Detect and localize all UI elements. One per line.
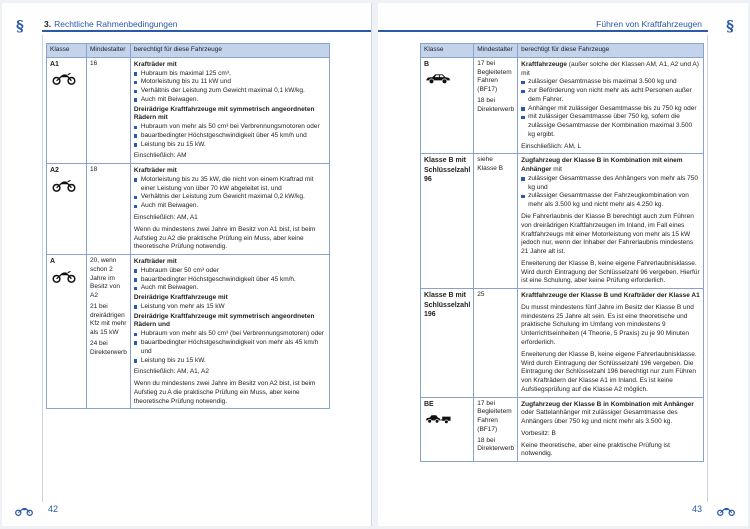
column-header: Mindestalter — [474, 44, 518, 58]
bullet-item: Motorleistung bis zu 11 kW und — [134, 78, 326, 87]
class-label: BE — [424, 400, 434, 408]
vehicles-cell — [518, 289, 704, 397]
vehicle-group-title-text: Kraftfahrzeuge der Klasse B und Krafträder der Klasse A1 — [521, 292, 700, 300]
table-row — [47, 164, 330, 255]
motorcycle-icon — [50, 72, 78, 85]
bullet-item: Auch mit Beiwagen. — [134, 96, 326, 105]
age-cell — [87, 164, 131, 255]
column-header: berechtigt für diese Fahrzeuge — [130, 44, 329, 58]
age-cell — [474, 154, 518, 289]
bullet-item: Leistung von mehr als 15 kW — [134, 303, 326, 312]
vehicle-group-title — [134, 167, 326, 176]
note-text: Keine theoretische, aber eine praktische Prüfung ist notwendig. — [521, 441, 670, 458]
bullet-item: bauartbedingter Höchstgeschwindigkeit über 45 km/h und — [134, 132, 326, 141]
bullet-item: zulässiger Gesamtmasse des Anhängers von mehr als 750 kg und — [521, 175, 700, 193]
age-cell — [474, 289, 518, 397]
column-header: Klasse — [47, 44, 87, 58]
age-text: 21 bei dreirädrigen Kfz mit mehr als 15 kW — [90, 302, 127, 337]
section-mark-icon: § — [16, 17, 24, 35]
class-cell — [421, 154, 474, 289]
vehicles-cell — [130, 164, 329, 255]
header-rule — [378, 30, 708, 32]
note-text: Du musst mindestens fünf Jahre im Besitz der Klasse B und mindestens 25 Jahre alt sein. Es ist eine theoretische und praktische Schulung im Umfang von mindestens 9 Unterrichtseinheiten (4 Theorie, 5 Praxis) zu je 90 Minuten erforderlich. — [521, 303, 694, 346]
vehicle-group-title — [521, 292, 700, 301]
right-page — [378, 3, 748, 526]
vehicle-group-title-rest: (außer solche der Klassen AM, A1, A2 und A) mit — [521, 60, 699, 77]
motorcycle-icon — [50, 179, 78, 192]
age-text: 18 bei Direkterwerb — [477, 436, 515, 453]
bullet-item: zulässiger Gesamtmasse bis maximal 3.500 kg und — [521, 78, 700, 87]
class-cell — [47, 57, 87, 163]
bullet-item: Auch mit Beiwagen. — [134, 202, 326, 211]
bullet-item: Anhänger mit zulässiger Gesamtmasse bis zu 750 kg oder — [521, 105, 700, 114]
table-row — [421, 289, 704, 397]
class-cell — [421, 397, 474, 462]
note-text: Vorbesitz: B — [521, 429, 556, 437]
vehicle-group-title — [134, 106, 326, 124]
class-label: Klasse B mit Schlüsselzahl 96 — [424, 157, 471, 184]
class-label: A1 — [50, 60, 59, 68]
age-cell — [87, 255, 131, 409]
age-text: siehe Klasse B — [477, 156, 503, 173]
vehicle-group-title-text: Zugfahrzeug der Klasse B in Kombination mit einem Anhänger — [521, 157, 683, 174]
vehicle-group-title-rest: mit — [551, 166, 562, 174]
note-text: Einschließlich: AM, A1, A2 — [133, 368, 209, 376]
bullet-item: Leistung bis zu 15 kW. — [134, 141, 326, 150]
column-header: Klasse — [421, 44, 474, 58]
class-cell — [47, 164, 87, 255]
vehicle-group-title-text: Kraftfahrzeuge — [521, 60, 567, 68]
vehicle-group-title — [521, 61, 700, 79]
table-row — [421, 57, 704, 154]
age-text: 18 bei Direkterwerb — [477, 96, 515, 113]
vehicle-group-title-text: Krafträder mit — [133, 167, 177, 175]
age-text: 20, wenn schon 2 Jahre im Besitz von A2 — [90, 257, 120, 300]
bullet-item: Hubraum bis maximal 125 cm³, — [134, 70, 326, 79]
running-title: Führen von Kraftfahrzeugen — [596, 19, 702, 29]
motorcycle-icon — [50, 270, 78, 283]
class-cell — [421, 57, 474, 154]
table-row — [421, 397, 704, 462]
bullet-item: bauartbedingter Höchstgeschwindigkeit über 45 km/h. — [134, 276, 326, 285]
vehicle-group-title — [134, 258, 326, 267]
vehicles-cell — [130, 57, 329, 163]
vehicles-cell — [130, 255, 329, 409]
vehicle-group-title — [134, 61, 326, 70]
vehicle-group-title-text: Krafträder mit — [133, 258, 177, 266]
bullet-item: Hubraum über 50 cm³ oder — [134, 267, 326, 276]
vehicle-group-title-text: Zugfahrzeug der Klasse B in Kombination mit Anhänger — [521, 400, 694, 408]
vehicle-group-title-text: Dreirädrige Kraftfahrzeuge mit symmetrisch angeordneten Rädern mit — [133, 105, 315, 122]
class-cell — [421, 289, 474, 397]
bullet-item: Leistung bis zu 15 kW. — [134, 357, 326, 366]
vehicle-group-title-text: Dreirädrige Kraftfahrzeuge mit — [133, 294, 228, 302]
bullet-item: Hubraum von mehr als 50 cm³ bei Verbrennungsmotoren oder — [134, 123, 326, 132]
age-text: 18 — [90, 166, 98, 174]
table-row — [47, 57, 330, 163]
column-header: Mindestalter — [87, 44, 131, 58]
bullet-item: Verhältnis der Leistung zum Gewicht maximal 0,2 kW/kg. — [134, 193, 326, 202]
age-text: 17 bei Begleitetem Fahren (BF17) — [477, 59, 512, 94]
table-row — [47, 255, 330, 409]
chapter-heading — [44, 19, 177, 29]
margin-rule — [42, 35, 43, 502]
bullet-item: Auch mit Beiwagen. — [134, 284, 326, 293]
bullet-item: bauartbedingter Höchstgeschwindigkeit von mehr als 45 km/h und — [134, 339, 326, 357]
age-text: 17 bei Begleitetem Fahren (BF17) — [477, 399, 512, 433]
age-text: 24 bei Direkterwerb — [90, 339, 127, 356]
section-mark-icon: § — [726, 17, 734, 35]
class-cell — [47, 255, 87, 409]
class-label: B — [424, 60, 430, 68]
bullet-item: mit zulässiger Gesamtmasse über 750 kg, sofern die zulässige Gesamtmasse der Kombination maximal 3.500 kg ergibt. — [521, 113, 700, 139]
vehicle-group-title — [521, 157, 700, 175]
bullet-item: zulässiger Gesamtmasse der Fahrzeugkombination von mehr als 3.500 kg und nicht mehr als 4.250 kg. — [521, 192, 700, 210]
age-cell — [474, 57, 518, 154]
vehicle-group-title — [134, 313, 326, 331]
motorcycle-icon — [14, 504, 34, 518]
page-number: 42 — [48, 504, 59, 514]
bullet-item: Verhältnis der Leistung zum Gewicht maximal 0,1 kW/kg. — [134, 87, 326, 96]
bullet-item: Motorleistung bis zu 35 kW, die nicht von einem Kraftrad mit einer Leistung von über 70 kW abgeleitet ist, und — [134, 176, 326, 194]
note-text: Einschließlich: AM, A1 — [133, 214, 198, 222]
vehicles-cell — [518, 154, 704, 289]
note-text: Wenn du mindestens zwei Jahre im Besitz von A1 bist, ist beim Aufstieg zu A2 die praktische Prüfung ein Muss, aber keine theoretische Prüfung notwendig. — [133, 225, 316, 251]
car-icon — [424, 72, 452, 85]
age-cell — [474, 397, 518, 462]
note-text: Erweiterung der Klasse B, keine eigene Fahrerlaubnisklasse. Wird durch Eintragung der Schlüsselzahl 96 vergeben. Hierfür ist eine Schulung, aber keine Prüfung erforderlich. — [521, 259, 700, 285]
note-text: Einschließlich: AM, L — [521, 142, 582, 150]
license-class-table — [420, 43, 704, 462]
motorcycle-icon — [716, 504, 736, 518]
left-page — [2, 3, 372, 526]
note-text: Wenn du mindestens zwei Jahre im Besitz von A2 bist, ist beim Aufstieg zu A die praktische Prüfung ein Muss, aber keine theoretische Prüfung notwendig. — [133, 380, 316, 405]
margin-rule — [707, 35, 708, 502]
column-header: berechtigt für diese Fahrzeuge — [518, 44, 704, 58]
table-row — [421, 154, 704, 289]
vehicles-cell — [518, 397, 704, 462]
vehicle-group-title-text: Dreirädrige Kraftfahrzeuge mit symmetrisch angeordneten Rädern und — [133, 312, 315, 329]
vehicle-group-title-rest: oder Sattelanhänger mit zulässiger Gesamtmasse des Anhängers über 750 kg und nicht mehr als 3.500 kg. — [521, 409, 678, 426]
license-class-table — [46, 43, 330, 409]
class-label: A2 — [50, 167, 59, 175]
note-text: Die Fahrerlaubnis der Klasse B berechtigt auch zum Führen von dreirädrigen Kraftfahrzeugen im Inland, im Fall eines Kraftfahrzeugs mit einer Motorleistung von mehr als 15 kW jedoch nur, wenn der Inhaber der Fahrerlaubnis mindestens 21 Jahre alt ist. — [521, 213, 694, 256]
bullet-item: Hubraum von mehr als 50 cm³ (bei Verbrennungsmotoren) oder — [134, 330, 326, 339]
header-rule — [42, 30, 371, 32]
car-trailer-icon — [424, 412, 452, 425]
class-label: Klasse B mit Schlüsselzahl 196 — [424, 292, 471, 319]
page-number: 43 — [691, 504, 702, 514]
vehicle-group-title — [134, 294, 326, 303]
class-label: A — [50, 258, 56, 266]
age-cell — [87, 57, 131, 163]
vehicles-cell — [518, 57, 704, 154]
section-title: Rechtliche Rahmenbedingungen — [54, 19, 178, 29]
bullet-item: zur Beförderung von nicht mehr als acht Personen außer dem Fahrer. — [521, 87, 700, 105]
vehicle-group-title — [521, 401, 700, 427]
age-text: 25 — [477, 291, 485, 299]
age-text: 16 — [90, 59, 98, 67]
section-number: 3. — [44, 19, 52, 29]
note-text: Erweiterung der Klasse B, keine eigene Fahrerlaubnisklasse. Wird durch Eintragung der Schlüsselzahl 196 vergeben. Die Eintragung der Schlüsselzahl 196 berechtigt nur zum Führen von Krafträdern der Klasse A1 im Inland. Es ist keine Aufstiegsprüfung auf die Klasse A2 möglich. — [521, 350, 697, 393]
note-text: Einschließlich: AM — [133, 152, 187, 160]
vehicle-group-title-text: Krafträder mit — [133, 60, 177, 68]
